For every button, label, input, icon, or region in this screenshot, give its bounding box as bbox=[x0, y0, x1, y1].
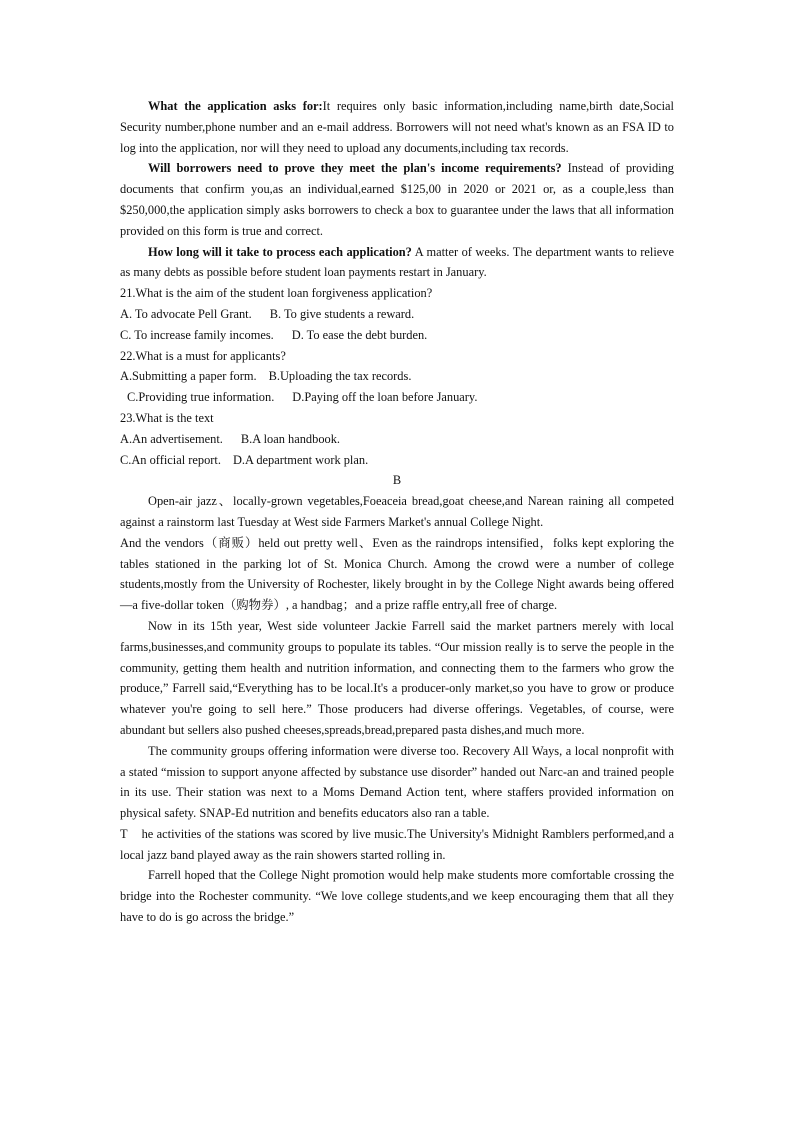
farrell-hope-paragraph: Farrell hoped that the College Night promotion would help make students more comfortable crossing the bridge into the Rochester community. “We love college students,and we keep encouraging them that all they have to do is go across the bridge.” bbox=[120, 868, 674, 925]
application-asks-heading: What the application asks for: bbox=[148, 99, 323, 113]
question-23-option-d: D.A department work plan. bbox=[232, 452, 369, 467]
application-asks-text: It requires only basic information,including name,birth date,Social Security number,phone number and an e-mail address. Borrowers will not need what's known as an FSA ID to log into the application, nor will they need to upload any documents,including tax records. bbox=[120, 99, 674, 155]
live-music-paragraph bbox=[120, 824, 674, 866]
college-night-intro-paragraph: Open-air jazz、locally-grown vegetables,Foeaceia bread,goat cheese,and Narean raining all competed against a rainstorm last Tuesday at West side Farmers Market's annual College Night. bbox=[120, 494, 674, 529]
question-21-options-cd bbox=[120, 325, 674, 346]
vendors-paragraph: And the vendors（商贩）held out pretty well、Even as the raindrops intensified，folks kept exploring the tables stationed in the parking lot of St. Monica Church. Among the crowd were a number of college students,mostly from the University of Rochester, likely brought in by the College Night awards being offered—a five-dollar token（购物券）, a handbag；and a prize raffle entry,all free of charge. bbox=[120, 535, 674, 613]
question-21-options-ab bbox=[120, 304, 674, 325]
question-22-option-a: A.Submitting a paper form. bbox=[120, 369, 257, 384]
market-mission-paragraph: Now in its 15th year, West side volunteer Jackie Farrell said the market partners merely with local farms,businesses,and community groups to populate its tables. “Our mission really is to serve the people in the community, getting them health and nutrition information, and connecting them to the farmers who grow the produce,” Farrell said,“Everything has to be local.It's a producer-only market,so you have to grow or produce whatever you're going to sell here.” Those producers had diverse offerings. Vegetables, of course, were abundant but sellers also pushed cheeses,spreads,bread,prepared pasta dishes,and much more. bbox=[120, 618, 674, 737]
section-b-heading: B bbox=[392, 473, 402, 488]
income-requirements-paragraph bbox=[120, 158, 674, 241]
income-requirements-text: Instead of providing documents that confirm you,as an individual,earned $125,00 in 2020 or 2021 or, as a couple,less than $250,000,the application simply asks borrowers to check a box to guarantee under the laws that all information provided on this form is true and correct. bbox=[120, 161, 675, 238]
income-requirements-heading: Will borrowers need to prove they meet the plan's income requirements? bbox=[148, 161, 562, 176]
question-22-stem: 22.What is a must for applicants? bbox=[120, 348, 286, 363]
question-22-option-c: C.Providing true information. bbox=[127, 390, 275, 405]
question-22-option-d: D.Paying off the loan before January. bbox=[292, 390, 478, 405]
application-asks-paragraph bbox=[120, 96, 674, 158]
question-23-options-ab bbox=[120, 429, 674, 450]
live-music-first-letter: T bbox=[120, 826, 128, 841]
live-music-text: he activities of the stations was scored by live music.The University's Midnight Ramblers performed,and a local jazz band played away as the rain showers started rolling in. bbox=[120, 826, 674, 862]
question-22-options-ab bbox=[120, 366, 674, 387]
question-22-option-b: B.Uploading the tax records. bbox=[268, 369, 412, 384]
question-21-option-b: B. To give students a reward. bbox=[269, 306, 415, 321]
question-21-option-a: A. To advocate Pell Grant. bbox=[120, 306, 252, 321]
question-23-options-cd bbox=[120, 450, 674, 471]
document-page bbox=[120, 96, 674, 928]
question-23-option-b: B.A loan handbook. bbox=[240, 431, 341, 446]
question-21-option-c: C. To increase family incomes. bbox=[120, 327, 274, 342]
question-23-option-a: A.An advertisement. bbox=[120, 431, 223, 446]
processing-time-heading: How long will it take to process each application? bbox=[148, 244, 412, 259]
question-22-options-cd bbox=[120, 387, 674, 408]
question-21-stem: 21.What is the aim of the student loan forgiveness application? bbox=[120, 286, 433, 301]
question-23-stem: 23.What is the text bbox=[120, 410, 214, 425]
question-23-option-c: C.An official report. bbox=[120, 452, 221, 467]
community-groups-paragraph: The community groups offering information were diverse too. Recovery All Ways, a local nonprofit with a stated “mission to support anyone affected by substance use disorder” handed out Narc-an and trained people in its use. Their station was next to a Moms Demand Action tent, where staffers provided information on physical safety. SNAP-Ed nutrition and benefits educators also ran a table. bbox=[120, 743, 674, 821]
question-21-option-d: D. To ease the debt burden. bbox=[291, 327, 428, 342]
processing-time-paragraph bbox=[120, 242, 674, 284]
processing-time-text: A matter of weeks. The department wants to relieve as many debts as possible before student loan payments restart in January. bbox=[120, 244, 674, 280]
